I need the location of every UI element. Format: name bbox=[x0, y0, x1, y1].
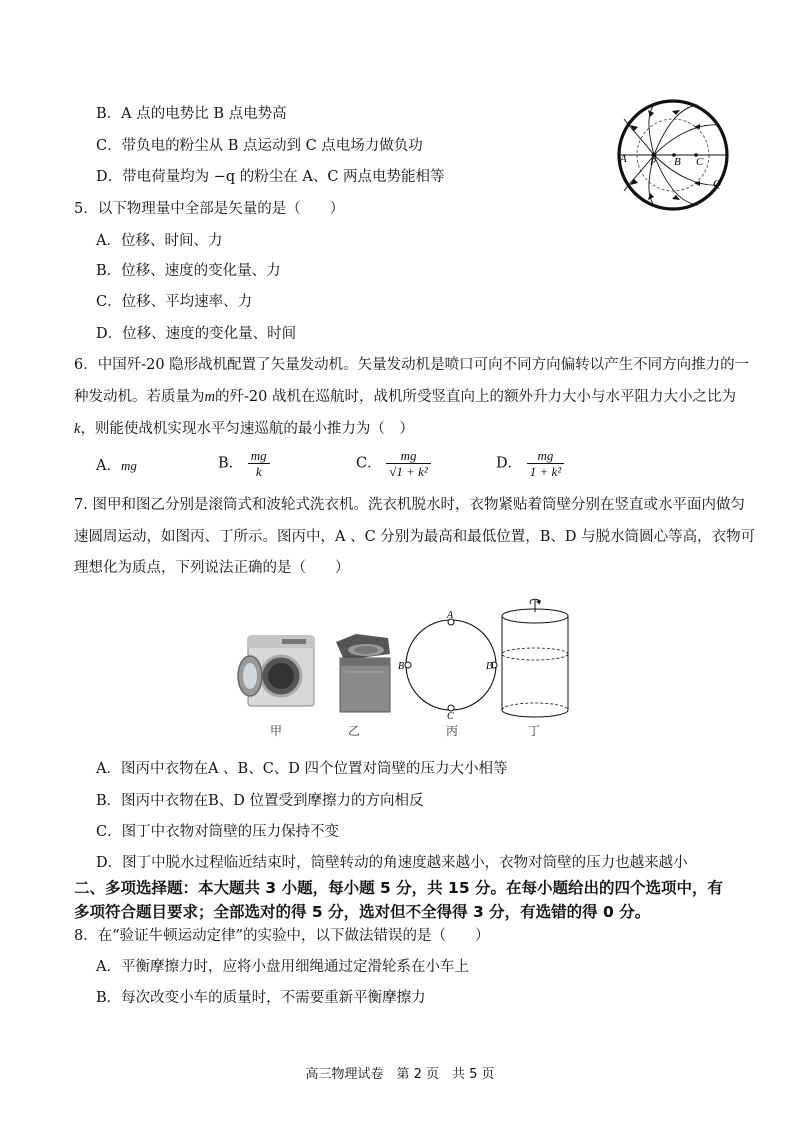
q8-option-b: B．每次改变小车的质量时，不需要重新平衡摩擦力 bbox=[96, 990, 426, 1006]
caption-yi: 乙 bbox=[348, 724, 361, 738]
section2-heading-line1: 二、多项选择题：本大题共 3 小题，每小题 5 分，共 15 分。在每小题给出的四个选项中，有 bbox=[74, 879, 724, 897]
q4-option-b: B．A 点的电势比 B 点电势高 bbox=[96, 106, 287, 122]
q4-option-d: D．带电荷量均为 −q 的粉尘在 A、C 两点电势能相等 bbox=[96, 169, 445, 185]
q7-stem-line1: 7. 图甲和图乙分别是滚筒式和波轮式洗衣机。洗衣机脱水时，衣物紧贴着筒壁分别在竖直或水平面内做匀 bbox=[74, 497, 745, 513]
q8-stem: 8．在“验证牛顿运动定律”的实验中，以下做法错误的是（ ） bbox=[74, 928, 490, 944]
q5-option-c: C．位移、平均速率、力 bbox=[96, 294, 253, 310]
q6-option-a: A．mg bbox=[96, 458, 137, 474]
q8-option-a: A．平衡摩擦力时，应将小盘用细绳通过定滑轮系在小车上 bbox=[96, 959, 469, 975]
q7-option-c: C．图丁中衣物对筒壁的压力保持不变 bbox=[96, 824, 340, 840]
circle-label-c: C bbox=[447, 711, 454, 720]
label-q: Q bbox=[713, 178, 721, 190]
label-a: A bbox=[620, 153, 627, 165]
q7-stem-line2: 速圆周运动，如图丙、丁所示。图丙中，A 、C 分别为最高和最低位置，B、D 与脱水筒圆心等高，衣物可 bbox=[74, 529, 756, 545]
q5-stem: 5．以下物理量中全部是矢量的是（ ） bbox=[74, 201, 345, 217]
caption-ding: 丁 bbox=[528, 724, 541, 738]
page-footer: 高三物理试卷 第 2 页 共 5 页 bbox=[305, 1067, 495, 1082]
q6-option-b: B． $\frac{mg}{k}$ bbox=[218, 448, 270, 479]
vertical-circle-diagram bbox=[398, 608, 504, 720]
circle-label-a: A bbox=[447, 610, 454, 621]
q6-stem-line1: 6．中国歼-20 隐形战机配置了矢量发动机。矢量发动机是喷口可向不同方向偏转以产生不同方向推力的一 bbox=[74, 357, 750, 373]
q5-option-b: B．位移、速度的变化量、力 bbox=[96, 263, 281, 279]
q6-stem-line3: k，则能使战机实现水平匀速巡航的最小推力为（ ） bbox=[74, 421, 414, 437]
top-loading-washer-image bbox=[330, 632, 394, 714]
circle-label-d: D bbox=[486, 661, 494, 672]
caption-jia: 甲 bbox=[270, 724, 283, 738]
q6-stem-line2: 种发动机。若质量为m的歼-20 战机在巡航时，战机所受竖直向上的额外升力大小与水平阻力大小之比为 bbox=[74, 389, 736, 405]
caption-bing: 丙 bbox=[446, 724, 459, 738]
q4-option-c: C．带负电的粉尘从 B 点运动到 C 点电场力做负功 bbox=[96, 138, 423, 154]
label-b: B bbox=[674, 156, 681, 168]
q5-option-d: D．位移、速度的变化量、时间 bbox=[96, 326, 297, 342]
q7-stem-line3: 理想化为质点，下列说法正确的是（ ） bbox=[74, 560, 350, 576]
q6-option-d: D． $\frac{mg}{\text{1 + k²}}$ bbox=[496, 448, 564, 479]
q4-field-figure bbox=[608, 95, 738, 215]
label-p: P bbox=[650, 157, 657, 168]
q7-option-a: A．图丙中衣物在A 、B、C、D 四个位置对筒壁的压力大小相等 bbox=[96, 761, 508, 777]
label-c: C bbox=[696, 156, 704, 168]
q5-option-a: A．位移、时间、力 bbox=[96, 233, 223, 249]
q7-option-d: D．图丁中脱水过程临近结束时，筒壁转动的角速度越来越小，衣物对筒壁的压力也越来越小 bbox=[96, 855, 688, 871]
section2-heading-line2: 多项符合题目要求；全部选对的得 5 分，选对但不全得得 3 分，有选错的得 0 分。 bbox=[74, 903, 651, 921]
q7-option-b: B．图丙中衣物在B、D 位置受到摩擦力的方向相反 bbox=[96, 793, 424, 809]
q6-option-c: C． $\frac{mg}{\text{√1 + k²}}$ bbox=[356, 448, 431, 479]
rotating-cylinder-diagram bbox=[495, 598, 577, 722]
circle-label-b: B bbox=[398, 661, 405, 672]
front-loading-washer-image bbox=[234, 632, 318, 708]
